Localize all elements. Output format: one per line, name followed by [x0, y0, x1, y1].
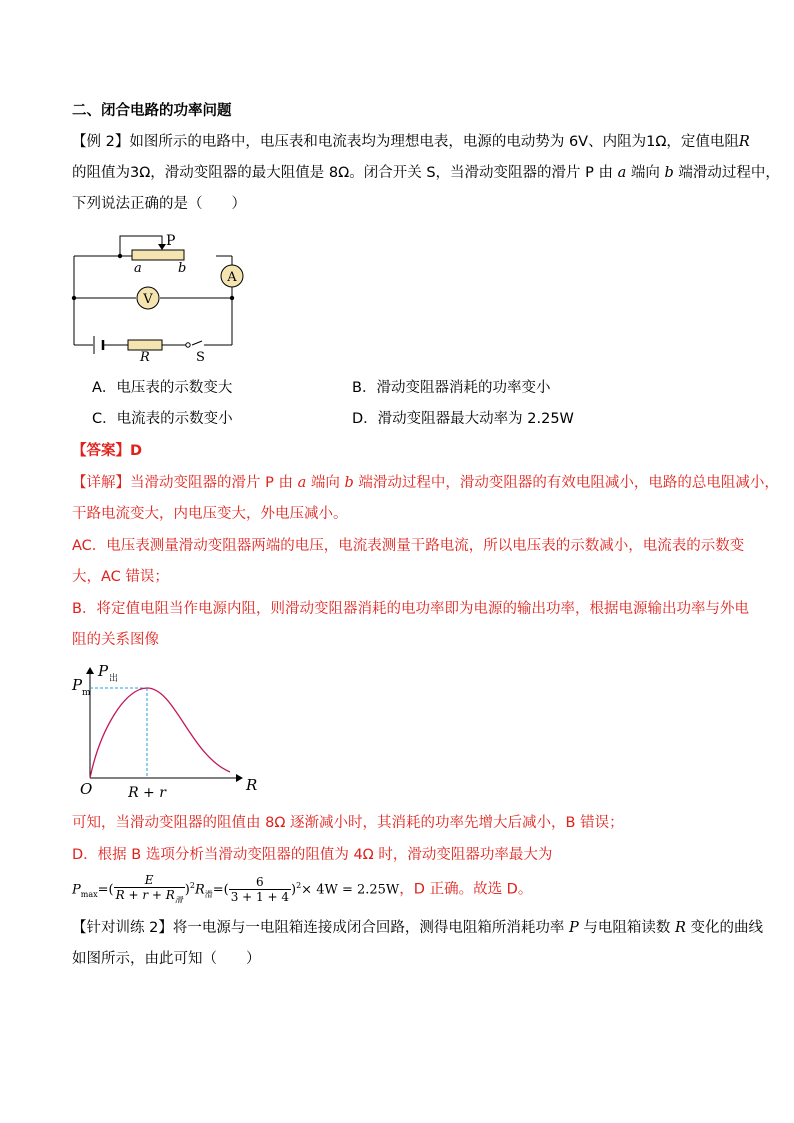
- example-label: 【例 2】: [72, 134, 130, 150]
- example-line-3: 下列说法正确的是（ ）: [72, 196, 246, 212]
- pm-label: P: [72, 676, 83, 694]
- circuit-diagram: [66, 228, 256, 363]
- label-S: S: [196, 350, 205, 363]
- detail-line-4: 大，AC 错误；: [72, 569, 169, 585]
- option-d: D．滑动变阻器最大动率为 2.25W: [352, 411, 574, 427]
- fraction-1: $\frac{E}{R + r + R_滑}$: [115, 872, 183, 905]
- ammeter-label: A: [227, 270, 237, 285]
- option-b: B．滑动变阻器消耗的功率变小: [352, 380, 551, 396]
- formula-pmax: $P_{max}=$( $\frac{E}{R + r + R_滑}$ )$^2R_滑=$( $\frac{6}{3 + 1 + 4}$ )$^2$× 4W = 2.25W，D 正确。故选 D。: [72, 868, 532, 913]
- slider-arrow: [158, 244, 166, 250]
- x-tick-label: R + r: [128, 785, 166, 800]
- label-a: a: [134, 261, 142, 276]
- option-a: A．电压表的示数变大: [92, 380, 233, 396]
- rheostat: [132, 250, 184, 260]
- detail-line-3: AC．电压表测量滑动变阻器两端的电压，电流表测量干路电流，所以电压表的示数减小，电流表的示数变: [72, 538, 745, 554]
- fixed-resistor: [128, 340, 162, 350]
- section-title: 二、闭合电路的功率问题: [72, 103, 232, 119]
- detail-line-7: 可知，当滑动变阻器的阻值由 8Ω 逐渐减小时，其消耗的功率先增大后减小，B 错误；: [72, 815, 624, 831]
- detail-line-1: 【详解】当滑动变阻器的滑片 P 由 a 端向 b 端滑动过程中，滑动变阻器的有效电阻减小，电路的总电阻减小，: [72, 475, 779, 491]
- pm-sub: m: [82, 688, 91, 698]
- fraction-2: $\frac{6}{3 + 1 + 4}$: [230, 875, 289, 905]
- example-line-1: 【例 2】如图所示的电路中，电压表和电流表均为理想电表，电源的电动势为 6V、内阻为1Ω，定值电阻R: [72, 134, 750, 150]
- y-axis-sub: 出: [109, 674, 119, 684]
- detail-line-2: 干路电流变大，内电压变大，外电压减小。: [72, 506, 348, 522]
- label-R: R: [140, 350, 150, 363]
- answer: 【答案】D: [72, 443, 143, 459]
- voltmeter-label: V: [143, 292, 153, 307]
- training-line-1: 【针对训练 2】将一电源与一电阻箱连接成闭合回路，测得电阻箱所消耗功率 P 与电阻箱读数 R 变化的曲线: [72, 920, 763, 936]
- training-line-2: 如图所示，由此可知（ ）: [72, 951, 261, 967]
- detail-line-6: 阻的关系图像: [72, 632, 159, 648]
- option-c: C．电流表的示数变小: [92, 411, 233, 427]
- example-line-2: 的阻值为3Ω，滑动变阻器的最大阻值是 8Ω。闭合开关 S，当滑动变阻器的滑片 P 由 a 端向 b 端滑动过程中，: [72, 165, 780, 181]
- x-axis-label: R: [246, 776, 258, 794]
- detail-line-5: B．将定值电阻当作电源内阻，则滑动变阻器消耗的电功率即为电源的输出功率，根据电源输出功率与外电: [72, 601, 749, 617]
- power-curve: [90, 688, 230, 778]
- label-b: b: [178, 261, 187, 276]
- origin-label: O: [80, 780, 93, 798]
- power-resistance-graph: [70, 660, 270, 800]
- y-axis-label: P: [98, 662, 109, 680]
- detail-line-8: D．根据 B 选项分析当滑动变阻器的阻值为 4Ω 时，滑动变阻器功率最大为: [72, 847, 553, 863]
- label-P: P: [166, 233, 176, 249]
